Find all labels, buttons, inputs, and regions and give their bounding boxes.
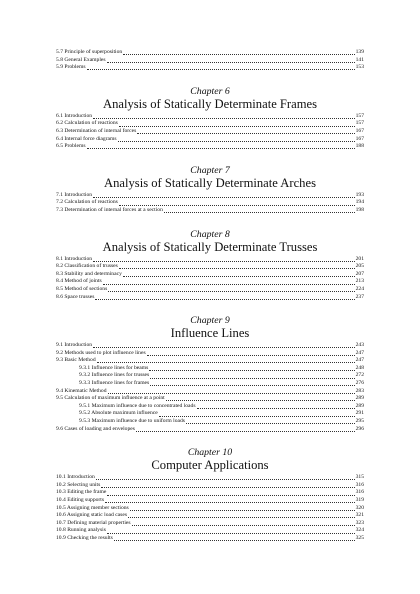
dot-leader [108,388,355,394]
toc-entry-title: 9.1 Introduction [56,342,93,349]
toc-entry-title: 9.4 Kinematic Method [56,387,107,394]
toc-entry [56,527,364,535]
toc-entry-page: 276 [355,380,364,387]
chapter-section [56,229,364,302]
dot-leader [147,350,355,356]
toc-entry-title: 10.9 Checking the results [56,534,113,541]
dot-leader [137,129,354,135]
toc-entry-title: 8.3 Stability and determinacy [56,270,122,277]
toc-entry-page: 167 [355,127,364,134]
dot-leader [119,200,355,206]
dot-leader [186,419,355,425]
toc-entry-title: 8.2 Classification of trusses [56,263,118,270]
toc-entry-title: 5.8 General Examples [56,56,106,63]
toc-entry-title: 5.9 Problems [56,64,86,71]
toc-entry-page: 213 [355,278,364,285]
dot-leader [149,365,354,371]
toc-entry-title: 7.3 Determination of internal forces at a section [56,206,163,213]
toc-entry-title: 10.8 Running analysis [56,527,106,534]
toc-entry-page: 193 [355,191,364,198]
chapter-heading [56,86,364,111]
dot-leader [119,264,355,270]
dot-leader [119,121,355,127]
toc-entry-page: 224 [355,285,364,292]
toc-entry-title: 9.3.2 Influence lines for trusses [79,372,150,379]
toc-entry [56,263,364,271]
toc-entry-page: 139 [355,49,364,55]
toc-entry-page: 188 [355,143,364,150]
chapter-heading [56,165,364,190]
table-of-contents [56,49,364,543]
dot-leader [159,411,355,417]
toc-entry [56,294,364,302]
toc-entry-title: 9.3.1 Influence lines for beams [79,364,149,371]
toc-entry [56,489,364,497]
toc-entry-page: 289 [355,402,364,409]
dot-leader [107,528,355,534]
toc-entry-page: 316 [355,481,364,488]
dot-leader [128,513,355,519]
chapter-label: Chapter 10 [187,447,233,459]
toc-entry [56,143,364,151]
toc-entry-page: 320 [355,504,364,511]
toc-entry [56,136,364,144]
chapter-section [56,315,364,433]
toc-entry-title: 10.2 Selecting units [56,481,101,488]
toc-entry [56,497,364,505]
dot-leader [114,536,355,542]
toc-entry-page: 291 [355,410,364,417]
dot-leader [123,50,354,56]
toc-entry-title: 8.1 Introduction [56,255,93,262]
toc-entry [56,207,364,215]
chapter-section [56,86,364,151]
toc-entry-page: 283 [355,387,364,394]
toc-entry [56,350,364,358]
toc-entry-page: 157 [355,120,364,127]
toc-entry-title: 10.6 Assigning static load cases [56,512,128,519]
toc-entry-page: 272 [355,372,364,379]
chapter-section [56,447,364,542]
chapter-title: Analysis of Statically Determinate Frames [102,96,318,111]
toc-entry-page: 295 [355,418,364,425]
toc-entry-page: 167 [355,135,364,142]
dot-leader [101,482,354,488]
toc-entry [56,342,364,350]
toc-entry [56,372,364,380]
chapter-title: Analysis of Statically Determinate Arches [104,175,316,190]
toc-entry-page: 323 [355,519,364,526]
chapter-heading [56,315,364,340]
chapter-label: Chapter 7 [190,164,230,176]
toc-entry-page: 194 [355,199,364,206]
dot-leader [107,490,354,496]
dot-leader [93,256,355,262]
toc-entry-title: 9.5.1 Maximum influence due to concentrated loads [79,402,196,409]
toc-entry-title: 8.5 Method of sections [56,285,108,292]
toc-entry-page: 319 [355,497,364,503]
toc-entry [56,410,364,418]
dot-leader [87,65,355,71]
dot-leader [150,373,354,379]
dot-leader [108,287,354,293]
toc-entry-title: 9.3.3 Influence lines for frames [79,380,150,387]
toc-entry-page: 248 [355,364,364,371]
chapter-label: Chapter 9 [190,315,230,327]
toc-entry-title: 8.4 Method of joints [56,278,102,285]
toc-entry-title: 6.2 Calculation of reactions [56,120,118,127]
toc-entry-title: 10.5 Assigning member sections [56,504,129,511]
dot-leader [164,208,355,214]
chapter-heading [56,229,364,254]
toc-entry-page: 141 [355,56,364,63]
toc-entry-page: 321 [355,512,364,519]
toc-entry [56,49,364,57]
toc-entry-page: 153 [355,64,364,71]
dot-leader [136,426,355,432]
toc-entry [56,395,364,403]
toc-entry-title: 9.5.2 Absolute maximum influence [79,410,158,417]
toc-entry-title: 9.2 Methods used to plot influence lines [56,349,146,356]
dot-leader [87,144,355,150]
dot-leader [97,358,355,364]
toc-entry-page: 201 [355,255,364,262]
toc-entry [56,256,364,264]
toc-entry-page: 247 [355,357,364,364]
toc-entry [56,535,364,543]
toc-entry [56,57,364,65]
dot-leader [103,279,355,285]
toc-entry-page: 243 [355,342,364,349]
dot-leader [107,57,355,63]
dot-leader [150,381,354,387]
toc-entry-page: 324 [355,527,364,534]
dot-leader [166,396,355,402]
toc-entry-title: 6.1 Introduction [56,112,93,119]
dot-leader [96,475,355,481]
toc-entry-title: 6.4 Internal force diagrams [56,135,117,142]
toc-entry-title: 6.3 Determination of internal forces [56,127,137,134]
toc-entry-page: 237 [355,293,364,300]
chapter-heading [56,447,364,472]
toc-entry-page: 157 [355,112,364,119]
dot-leader [105,498,355,504]
dot-leader [130,505,355,511]
toc-entry [56,128,364,136]
dot-leader [197,403,355,409]
toc-entry-title: 8.6 Space trusses [56,293,95,300]
toc-entry-title: 10.3 Editing the frame [56,489,107,496]
dot-leader [95,294,354,300]
toc-entry-title: 5.7 Principle of superposition [56,49,123,55]
toc-entry [56,286,364,294]
toc-entry-page: 325 [355,534,364,541]
toc-entry-page: 316 [355,489,364,496]
dot-leader [123,271,355,277]
toc-entry-title: 7.1 Introduction [56,191,93,198]
toc-entry-page: 198 [355,206,364,213]
toc-entry [56,426,364,434]
dot-leader [93,113,355,119]
toc-entry-title: 10.1 Introduction [56,474,95,481]
toc-entry-title: 10.7 Defining material properties [56,519,131,526]
toc-entry-page: 207 [355,270,364,277]
toc-entry-title: 9.3 Basic Method [56,357,96,364]
toc-entry-title: 7.2 Calculation of reactions [56,199,118,206]
toc-entry [56,278,364,286]
toc-entry-title: 6.5 Problems [56,143,86,150]
dot-leader [93,192,355,198]
toc-entry-title: 9.5 Calculation of maximum influence at a point [56,395,165,402]
dot-leader [132,520,355,526]
chapter-title: Analysis of Statically Determinate Trusses [102,239,318,254]
toc-chapters [56,86,364,543]
toc-entry [56,199,364,207]
toc-entry [56,474,364,482]
chapter-section [56,165,364,215]
dot-leader [118,136,355,142]
toc-entry-page: 205 [355,263,364,270]
chapter-label: Chapter 6 [190,85,230,97]
toc-entry-title: 9.6 Cases of loading and envelopes [56,425,135,432]
toc-entry [56,505,364,513]
toc-entry-page: 247 [355,349,364,356]
chapter-title: Computer Applications [151,458,269,473]
toc-entry-page: 315 [355,474,364,481]
toc-intro-entries [56,49,364,72]
toc-entry-page: 296 [355,425,364,432]
dot-leader [93,343,355,349]
toc-entry [56,357,364,365]
toc-entry [56,64,364,72]
chapter-label: Chapter 8 [190,228,230,240]
chapter-title: Influence Lines [170,326,250,341]
toc-entry-title: 10.4 Editing supports [56,497,105,503]
toc-entry [56,512,364,520]
toc-entry [56,271,364,279]
toc-entry [56,120,364,128]
toc-entry [56,520,364,528]
toc-entry-page: 289 [355,395,364,402]
toc-entry [56,418,364,426]
toc-entry-title: 9.5.3 Maximum influence due to uniform loads [79,418,185,425]
toc-entry [56,380,364,388]
